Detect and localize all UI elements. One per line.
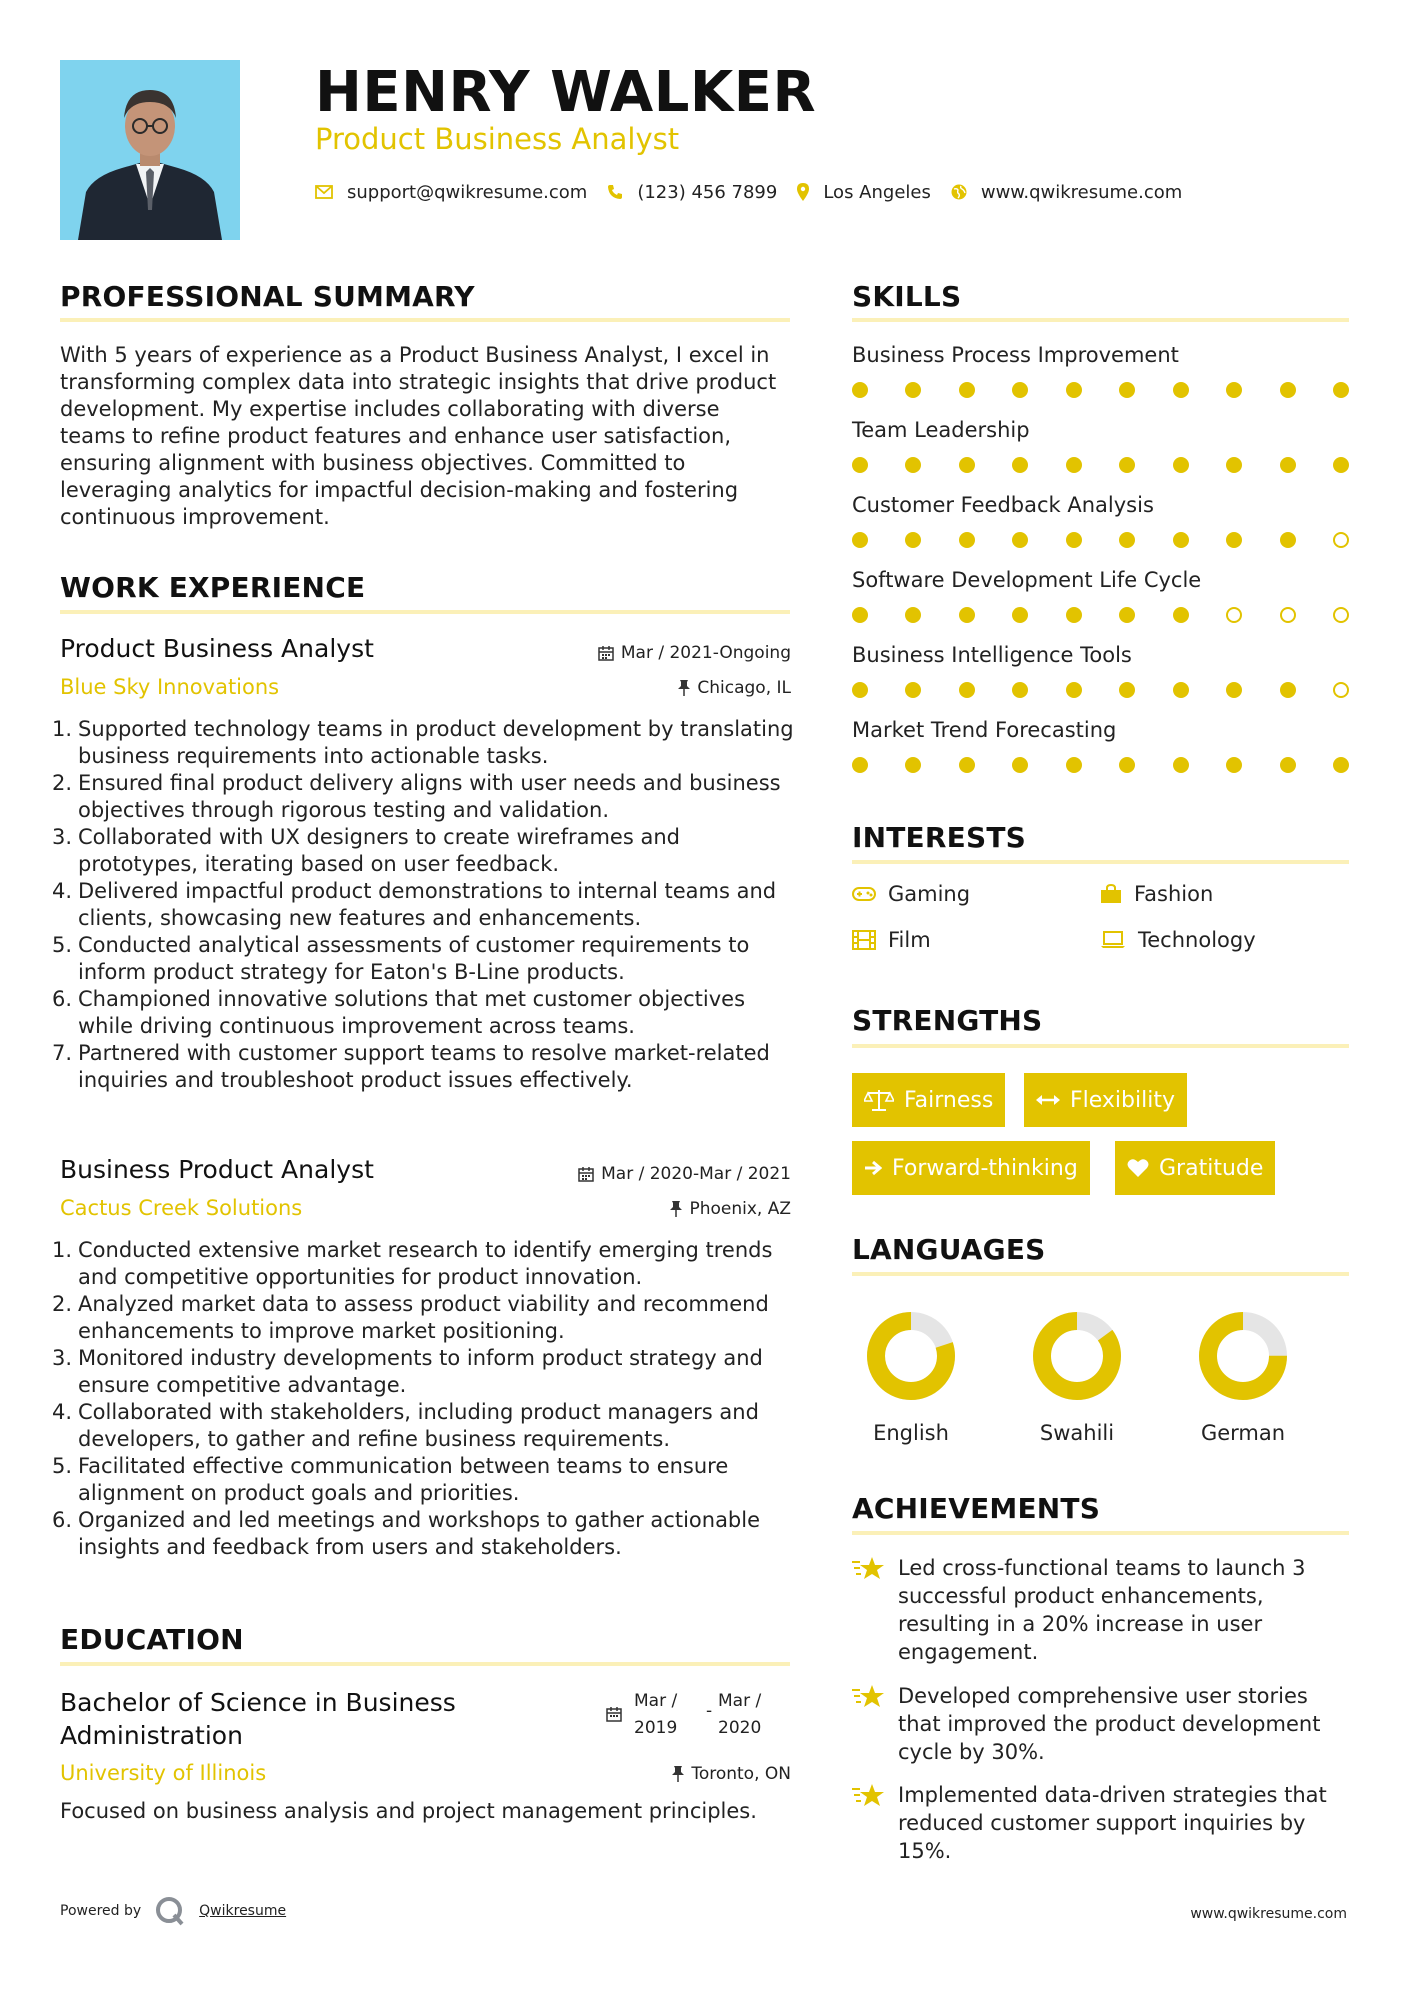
strength-badge xyxy=(1115,1141,1275,1195)
rating-dot-filled xyxy=(1066,757,1082,773)
rating-dot-empty xyxy=(1226,607,1242,623)
skill-name: Team Leadership xyxy=(852,418,1030,442)
skill-rating xyxy=(852,605,1349,625)
rating-dot-filled xyxy=(1173,382,1189,398)
website-text: www.qwikresume.com xyxy=(980,181,1183,203)
education-location xyxy=(672,1764,791,1784)
job-location xyxy=(670,1199,791,1219)
job-dates-text: Mar / 2021-Ongoing xyxy=(620,643,791,663)
rating-dot-filled xyxy=(1012,382,1028,398)
skill-name: Software Development Life Cycle xyxy=(852,568,1202,592)
experience-heading: WORK EXPERIENCE xyxy=(60,571,366,604)
languages-divider xyxy=(852,1272,1349,1276)
strength-badge xyxy=(852,1141,1090,1195)
education-start-date: Mar / 2019 xyxy=(634,1691,678,1738)
list-number: 5. xyxy=(52,933,73,957)
rating-dot-filled xyxy=(905,757,921,773)
language-name: German xyxy=(1200,1421,1286,1445)
skill-name: Business Intelligence Tools xyxy=(852,643,1132,667)
language-item xyxy=(1017,1311,1137,1445)
rating-dot-filled xyxy=(1280,682,1296,698)
skill-rating xyxy=(852,455,1349,475)
achievement-text: Developed comprehensive user stories that improved the product development cycle by 30%. xyxy=(898,1684,1321,1764)
phone-text: (123) 456 7899 xyxy=(637,181,778,203)
list-item xyxy=(52,1040,797,1094)
rating-dot-filled xyxy=(852,382,868,398)
arrow-right-icon xyxy=(864,1160,882,1176)
achievement-item xyxy=(852,1781,1352,1865)
strengths-divider xyxy=(852,1044,1349,1048)
contact-bar xyxy=(315,180,1202,204)
location-text: Los Angeles xyxy=(823,181,931,203)
interest-item xyxy=(852,882,970,906)
rating-dot-filled xyxy=(1173,532,1189,548)
rating-dot-filled xyxy=(1280,757,1296,773)
rating-dot-empty xyxy=(1333,532,1349,548)
strength-label: Gratitude xyxy=(1159,1155,1264,1181)
company-name: Blue Sky Innovations xyxy=(60,675,280,699)
list-number: 4. xyxy=(52,879,73,903)
list-item xyxy=(52,824,797,878)
list-text: Conducted analytical assessments of customer requirements to inform product strategy for Eaton's B-Line products. xyxy=(78,933,750,984)
job-title: Business Product Analyst xyxy=(60,1155,374,1184)
star-icon xyxy=(852,1556,886,1582)
strength-label: Flexibility xyxy=(1070,1087,1175,1113)
interest-item xyxy=(1100,882,1213,906)
list-item xyxy=(52,1237,797,1291)
rating-dot-filled xyxy=(959,457,975,473)
rating-dot-filled xyxy=(905,382,921,398)
rating-dot-filled xyxy=(1012,607,1028,623)
qwikresume-logo-icon xyxy=(155,1896,185,1926)
pushpin-icon xyxy=(672,1766,684,1782)
rating-dot-filled xyxy=(959,382,975,398)
rating-dot-filled xyxy=(1012,757,1028,773)
education-heading: EDUCATION xyxy=(60,1623,244,1656)
list-item xyxy=(52,1345,797,1399)
job-dates-text: Mar / 2020-Mar / 2021 xyxy=(601,1164,791,1184)
rating-dot-filled xyxy=(852,532,868,548)
rating-dot-filled xyxy=(1333,457,1349,473)
list-text: Championed innovative solutions that met customer objectives while driving continuous improvement across teams. xyxy=(78,987,746,1038)
rating-dot-filled xyxy=(1119,532,1135,548)
rating-dot-filled xyxy=(1173,757,1189,773)
contact-website[interactable] xyxy=(951,182,1182,203)
strength-badge xyxy=(852,1073,1005,1127)
education-description: Focused on business analysis and project management principles. xyxy=(60,1799,757,1823)
skill-rating xyxy=(852,380,1349,400)
skill-name: Market Trend Forecasting xyxy=(852,718,1117,742)
phone-icon xyxy=(607,184,623,200)
company-name: Cactus Creek Solutions xyxy=(60,1196,303,1220)
rating-dot-filled xyxy=(1119,757,1135,773)
rating-dot-filled xyxy=(959,757,975,773)
rating-dot-filled xyxy=(959,607,975,623)
profile-photo xyxy=(60,60,240,240)
language-name: Swahili xyxy=(1039,1421,1115,1445)
rating-dot-filled xyxy=(905,607,921,623)
interest-label: Film xyxy=(888,928,931,952)
list-text: Partnered with customer support teams to resolve market-related inquiries and troubleshoot product issues effectively. xyxy=(78,1041,770,1092)
shopping-bag-icon xyxy=(1100,884,1122,904)
rating-dot-filled xyxy=(905,457,921,473)
list-item xyxy=(52,1291,797,1345)
rating-dot-filled xyxy=(1280,532,1296,548)
list-number: 6. xyxy=(52,987,73,1011)
list-item xyxy=(52,1507,797,1561)
rating-dot-filled xyxy=(1333,382,1349,398)
footer-powered-by xyxy=(60,1896,286,1926)
language-gauge xyxy=(1032,1311,1122,1401)
languages-heading: LANGUAGES xyxy=(852,1233,1046,1266)
achievement-text: Led cross-functional teams to launch 3 successful product enhancements, resulting in a 20% increase in user engagement. xyxy=(898,1556,1306,1664)
skill-name: Customer Feedback Analysis xyxy=(852,493,1154,517)
rating-dot-filled xyxy=(1012,532,1028,548)
candidate-name: HENRY WALKER xyxy=(315,60,817,125)
rating-dot-filled xyxy=(1012,682,1028,698)
date-separator: - xyxy=(706,1701,713,1721)
list-item xyxy=(52,770,797,824)
list-number: 3. xyxy=(52,825,73,849)
job-title: Product Business Analyst xyxy=(60,634,374,663)
list-text: Collaborated with UX designers to create wireframes and prototypes, iterating based on user feedback. xyxy=(78,825,680,876)
calendar-icon xyxy=(578,1166,594,1182)
summary-heading: PROFESSIONAL SUMMARY xyxy=(60,280,475,313)
list-item xyxy=(52,1453,797,1507)
list-item xyxy=(52,1399,797,1453)
interest-item xyxy=(1100,928,1256,952)
rating-dot-filled xyxy=(1119,457,1135,473)
list-number: 1. xyxy=(52,1238,73,1262)
job-responsibilities xyxy=(52,1237,797,1561)
rating-dot-filled xyxy=(1066,382,1082,398)
interest-item xyxy=(852,928,931,952)
candidate-role: Product Business Analyst xyxy=(315,122,680,156)
list-text: Organized and led meetings and workshops to gather actionable insights and feedback from users and stakeholders. xyxy=(78,1508,761,1559)
language-item xyxy=(1183,1311,1303,1445)
skill-rating xyxy=(852,755,1349,775)
interests-heading: INTERESTS xyxy=(852,821,1026,854)
list-number: 4. xyxy=(52,1400,73,1424)
job-location xyxy=(678,678,791,698)
rating-dot-filled xyxy=(1119,382,1135,398)
rating-dot-filled xyxy=(1280,457,1296,473)
rating-dot-filled xyxy=(1333,757,1349,773)
list-text: Facilitated effective communication between teams to ensure alignment on product goals and priorities. xyxy=(78,1454,729,1505)
arrows-horizontal-icon xyxy=(1036,1093,1060,1107)
map-pin-icon xyxy=(797,183,809,201)
list-text: Conducted extensive market research to identify emerging trends and competitive opportunities for product innovation. xyxy=(78,1238,773,1289)
contact-phone[interactable] xyxy=(607,182,777,203)
list-number: 2. xyxy=(52,771,73,795)
rating-dot-filled xyxy=(1066,532,1082,548)
rating-dot-filled xyxy=(905,532,921,548)
achievements-divider xyxy=(852,1531,1349,1535)
list-number: 7. xyxy=(52,1041,73,1065)
language-item xyxy=(851,1311,971,1445)
rating-dot-filled xyxy=(1173,457,1189,473)
rating-dot-filled xyxy=(1173,682,1189,698)
list-number: 1. xyxy=(52,717,73,741)
film-icon xyxy=(852,930,876,950)
list-number: 5. xyxy=(52,1454,73,1478)
skill-rating xyxy=(852,680,1349,700)
interest-label: Technology xyxy=(1138,928,1256,952)
rating-dot-filled xyxy=(1280,382,1296,398)
rating-dot-filled xyxy=(852,682,868,698)
language-name: English xyxy=(873,1421,949,1445)
email-text: support@qwikresume.com xyxy=(347,181,588,203)
rating-dot-empty xyxy=(1333,682,1349,698)
list-text: Ensured final product delivery aligns with user needs and business objectives through rigorous testing and validation. xyxy=(78,771,781,822)
rating-dot-filled xyxy=(905,682,921,698)
globe-icon xyxy=(951,184,967,200)
contact-email[interactable] xyxy=(315,182,587,203)
rating-dot-filled xyxy=(959,682,975,698)
qwikresume-link[interactable]: Qwikresume xyxy=(199,1903,287,1919)
list-item xyxy=(52,932,797,986)
footer-website[interactable]: www.qwikresume.com xyxy=(1190,1906,1347,1922)
rating-dot-empty xyxy=(1333,607,1349,623)
skill-name: Business Process Improvement xyxy=(852,343,1179,367)
rating-dot-empty xyxy=(1280,607,1296,623)
heart-icon xyxy=(1127,1158,1149,1178)
skills-heading: SKILLS xyxy=(852,280,962,313)
laptop-icon xyxy=(1100,931,1126,949)
star-icon xyxy=(852,1783,886,1809)
interest-label: Gaming xyxy=(888,882,971,906)
rating-dot-filled xyxy=(1119,607,1135,623)
job-dates xyxy=(598,643,791,663)
interest-label: Fashion xyxy=(1134,882,1214,906)
list-item xyxy=(52,716,797,770)
skill-rating xyxy=(852,530,1349,550)
job-location-text: Phoenix, AZ xyxy=(689,1199,791,1219)
calendar-icon xyxy=(598,645,614,661)
rating-dot-filled xyxy=(1066,682,1082,698)
list-number: 2. xyxy=(52,1292,73,1316)
education-dates xyxy=(606,1688,790,1742)
contact-location xyxy=(797,182,931,203)
language-gauge xyxy=(1198,1311,1288,1401)
rating-dot-filled xyxy=(1119,682,1135,698)
rating-dot-filled xyxy=(1066,457,1082,473)
list-item xyxy=(52,878,797,932)
experience-divider xyxy=(60,610,790,614)
rating-dot-filled xyxy=(1066,607,1082,623)
envelope-icon xyxy=(315,185,333,199)
list-text: Delivered impactful product demonstrations to internal teams and clients, showcasing new features and enhancements. xyxy=(78,879,777,930)
gamepad-icon xyxy=(852,887,876,901)
rating-dot-filled xyxy=(852,757,868,773)
job-responsibilities xyxy=(52,716,797,1094)
interests-divider xyxy=(852,860,1349,864)
summary-divider xyxy=(60,318,790,322)
rating-dot-filled xyxy=(852,457,868,473)
strengths-heading: STRENGTHS xyxy=(852,1004,1043,1037)
achievement-item xyxy=(852,1682,1352,1766)
strength-label: Forward-thinking xyxy=(892,1155,1078,1181)
list-number: 3. xyxy=(52,1346,73,1370)
rating-dot-filled xyxy=(959,532,975,548)
star-icon xyxy=(852,1684,886,1710)
rating-dot-filled xyxy=(1226,382,1242,398)
job-location-text: Chicago, IL xyxy=(697,678,791,698)
education-divider xyxy=(60,1662,790,1666)
language-gauge xyxy=(866,1311,956,1401)
rating-dot-filled xyxy=(1173,607,1189,623)
calendar-icon xyxy=(606,1706,622,1722)
list-text: Collaborated with stakeholders, including product managers and developers, to gather and refine business requirements. xyxy=(78,1400,759,1451)
powered-by-label: Powered by xyxy=(60,1903,142,1919)
summary-text: With 5 years of experience as a Product Business Analyst, I excel in transforming complex data into strategic insights that drive product development. My expertise includes collaborating with diverse teams to refine product features and enhance user satisfaction, ensuring alignment with business objectives. Committed to leveraging analytics for impactful decision-making and fostering continuous improvement. xyxy=(60,343,777,529)
list-text: Supported technology teams in product development by translating business requirements into actionable tasks. xyxy=(78,717,794,768)
rating-dot-filled xyxy=(852,607,868,623)
education-end-date: Mar / 2020 xyxy=(718,1691,762,1738)
degree-title: Bachelor of Science in Business Administration xyxy=(60,1688,456,1750)
balance-scale-icon xyxy=(864,1089,894,1111)
skills-divider xyxy=(852,318,1349,322)
list-item xyxy=(52,986,797,1040)
rating-dot-filled xyxy=(1226,682,1242,698)
pushpin-icon xyxy=(670,1201,682,1217)
list-text: Analyzed market data to assess product viability and recommend enhancements to improve market positioning. xyxy=(78,1292,769,1343)
job-dates xyxy=(578,1164,791,1184)
list-number: 6. xyxy=(52,1508,73,1532)
strength-label: Fairness xyxy=(904,1087,994,1113)
pushpin-icon xyxy=(678,680,690,696)
rating-dot-filled xyxy=(1012,457,1028,473)
rating-dot-filled xyxy=(1226,532,1242,548)
rating-dot-filled xyxy=(1226,457,1242,473)
list-text: Monitored industry developments to inform product strategy and ensure competitive advantage. xyxy=(78,1346,763,1397)
education-location-text: Toronto, ON xyxy=(691,1764,791,1784)
achievement-item xyxy=(852,1554,1352,1666)
achievements-heading: ACHIEVEMENTS xyxy=(852,1492,1101,1525)
rating-dot-filled xyxy=(1226,757,1242,773)
achievement-text: Implemented data-driven strategies that reduced customer support inquiries by 15%. xyxy=(898,1783,1327,1863)
school-name: University of Illinois xyxy=(60,1761,267,1785)
strength-badge xyxy=(1024,1073,1187,1127)
